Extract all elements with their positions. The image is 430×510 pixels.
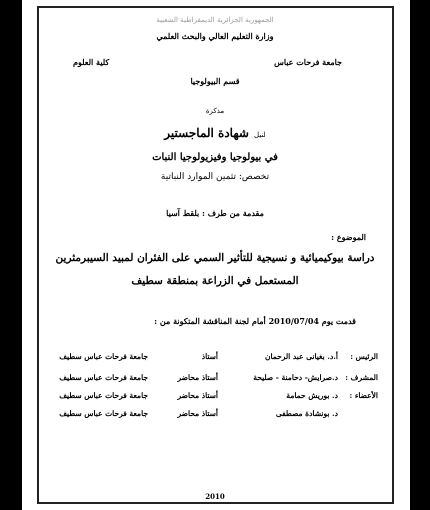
degree-name: شهادة الماجستير (164, 126, 249, 140)
faculty-name: كلية العلوم (73, 57, 110, 67)
jury-rank: أستاذ محاضر (177, 373, 218, 382)
jury-institution: جامعة فرحات عباس سطيف (59, 391, 148, 400)
jury-role: الأعضاء : (349, 391, 378, 400)
jury-institution: جامعة فرحات عباس سطيف (59, 352, 148, 361)
subject-line-1: دراسة بيوكيميائية و نسيجية للتأثير السمي على الفئران لمبيد السيبرمثرين (55, 252, 375, 264)
presented-by: مقدمة من طرف : بلقط آسيا (166, 208, 264, 218)
jury-name: أ.د. بغيانى عبد الرحمان (264, 352, 338, 361)
university-name: جامعة فرحات عباس (274, 57, 342, 67)
jury-rank: أستاذ محاضر (177, 391, 218, 400)
jury-role: المشرف : (345, 373, 378, 382)
degree-prefix: لنيل (254, 131, 266, 139)
jury-rank: أستاذ (201, 352, 218, 361)
footer-year: 2010 (205, 492, 225, 501)
defense-date: قدمت يوم 2010/07/04 أمام لجنة المناقشة المتكونة من : (154, 316, 356, 326)
jury-institution: جامعة فرحات عباس سطيف (59, 373, 148, 382)
jury-institution: جامعة فرحات عباس سطيف (59, 409, 148, 418)
jury-name: د. بوريش حمامة (286, 391, 338, 400)
republic-title: الجمهورية الجزائرية الديمقراطية الشعبية (156, 16, 274, 24)
thesis-field: في بيولوجيا وفيزيولوجيا النبات (152, 152, 278, 163)
jury-rank: أستاذ محاضر (177, 409, 218, 418)
thesis-type: مذكرة (205, 107, 225, 115)
subject-label: الموضوع : (331, 232, 366, 242)
department-name: قسم البيولوجيا (190, 76, 240, 86)
jury-name: د. بونشادة مصطفى (275, 409, 338, 418)
subject-line-2: المستعمل في الزراعة بمنطقة سطيف (131, 275, 299, 287)
ministry-title: وزارة التعليم العالي والبحث العلمي (156, 31, 274, 41)
jury-role: الرئيس : (350, 352, 378, 361)
degree-title (0, 122, 430, 141)
thesis-specialty: تخصص: تثمين الموارد النباتية (160, 172, 270, 182)
jury-name: د.صرايش- دحامنة - صليحة (253, 373, 338, 382)
